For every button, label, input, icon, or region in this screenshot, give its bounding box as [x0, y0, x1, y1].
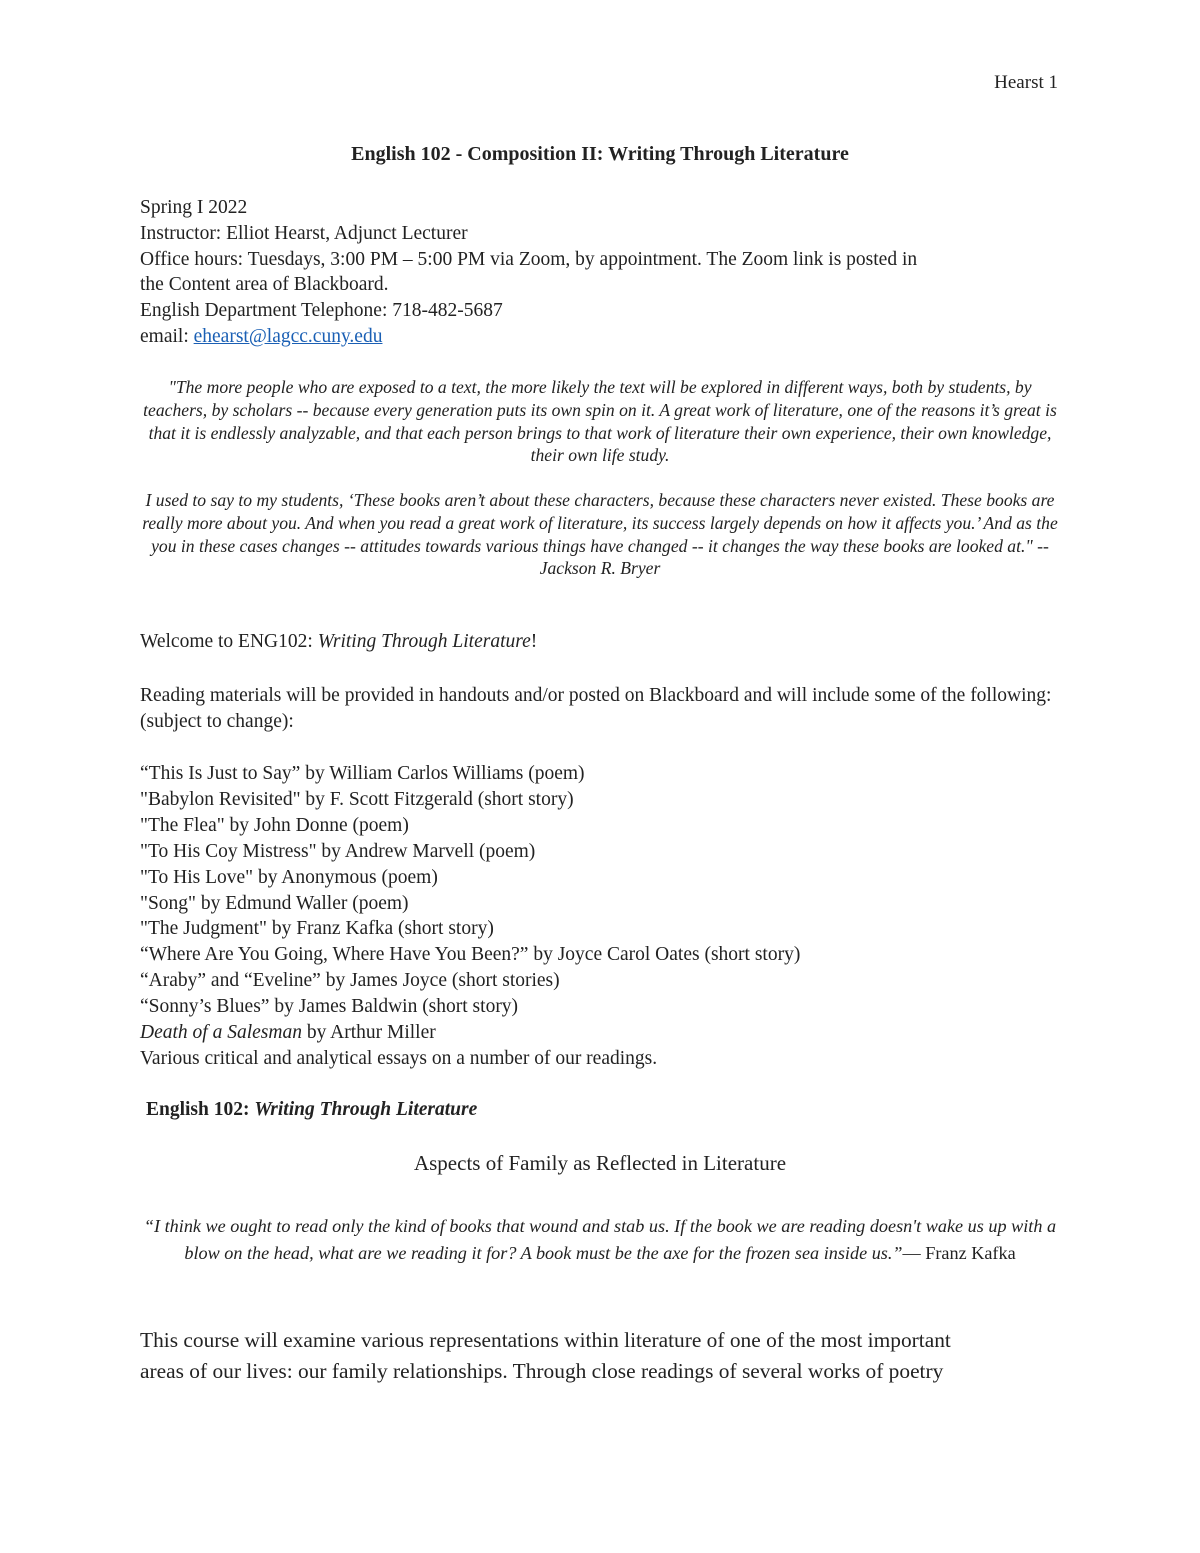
- list-item: "Babylon Revisited" by F. Scott Fitzgerald (short story): [140, 788, 574, 810]
- list-item: "To His Coy Mistress" by Andrew Marvell (poem): [140, 840, 536, 862]
- reading-list: [140, 761, 1070, 1072]
- list-item: "Song" by Edmund Waller (poem): [140, 892, 409, 914]
- office-hours-line-1: Office hours: Tuesdays, 3:00 PM – 5:00 PM via Zoom, by appointment. The Zoom link is posted in: [140, 248, 918, 270]
- email-line: [140, 324, 1070, 350]
- welcome-prefix: Welcome to ENG102:: [140, 631, 318, 652]
- reading-intro: Reading materials will be provided in handouts and/or posted on Blackboard and will include some of the following: (subject to change):: [140, 685, 1052, 732]
- bryer-quote-paragraph-2: I used to say to my students, ‘These books aren’t about these characters, because these characters never existed. These books are really more about you. And when you read a great work of literature, its success largely depends on how it affects you.’ And as the you in these cases changes -- attitudes towards various things have changed -- it changes the way these books are looked at." --Jackson R. Bryer: [142, 490, 1058, 579]
- salesman-author: by Arthur Miller: [301, 1022, 436, 1044]
- list-item-salesman: [140, 1020, 1070, 1046]
- list-item: “Sonny’s Blues” by James Baldwin (short story): [140, 996, 519, 1018]
- list-item: “This Is Just to Say” by William Carlos Williams (poem): [140, 763, 585, 784]
- list-item-essays: Various critical and analytical essays on a number of our readings.: [140, 1047, 658, 1069]
- list-item: “Where Are You Going, Where Have You Been?” by Joyce Carol Oates (short story): [140, 944, 801, 966]
- bryer-quote-paragraph-1: "The more people who are exposed to a text, the more likely the text will be explored in different ways, both by students, by teachers, by scholars -- because every generation puts its own spin on it. A great work of literature, one of the reasons it’s great is that it is endlessly analyzable, and that each person brings to that work of literature their own experience, their own knowledge, their own life study.: [143, 377, 1057, 466]
- page-header: Hearst 1: [994, 72, 1058, 93]
- email-link[interactable]: ehearst@lagcc.cuny.edu: [193, 325, 383, 347]
- course-info: [140, 195, 1070, 350]
- welcome-course: Writing Through Literature: [317, 631, 531, 652]
- kafka-quote-attribution: — Franz Kafka: [902, 1243, 1016, 1263]
- course-description: [140, 1325, 1070, 1387]
- term: Spring I 2022: [140, 197, 248, 218]
- aspects-title: Aspects of Family as Reflected in Literature: [413, 1151, 787, 1175]
- description-line: This course will examine various representations within literature of one of the most important: [140, 1328, 951, 1352]
- instructor: Instructor: Elliot Hearst, Adjunct Lecturer: [140, 222, 468, 244]
- email-label: email:: [140, 325, 194, 347]
- kafka-quote: [140, 1213, 1060, 1267]
- list-item: "The Flea" by John Donne (poem): [140, 814, 409, 836]
- welcome-suffix: !: [530, 631, 538, 652]
- salesman-title: Death of a Salesman: [140, 1022, 302, 1044]
- description-line: areas of our lives: our family relationships. Through close readings of several works of poetry: [140, 1359, 944, 1383]
- section-heading-course: Writing Through Literature: [254, 1099, 478, 1120]
- section-heading-prefix: English 102:: [146, 1099, 255, 1120]
- office-hours-line-2: the Content area of Blackboard.: [140, 274, 389, 296]
- section-heading: [146, 1099, 477, 1121]
- list-item: “Araby” and “Eveline” by James Joyce (short stories): [140, 970, 560, 992]
- telephone: English Department Telephone: 718-482-5687: [140, 300, 503, 322]
- kafka-quote-text: “I think we ought to read only the kind of books that wound and stab us. If the book we are reading doesn't wake us up with a blow on the head, what are we reading it for? A book must be the axe for the frozen sea inside us.”: [143, 1216, 1057, 1263]
- list-item: "The Judgment" by Franz Kafka (short story): [140, 918, 494, 940]
- list-item: "To His Love" by Anonymous (poem): [140, 866, 438, 888]
- welcome-line: [140, 631, 537, 653]
- course-title: English 102 - Composition II: Writing Through Literature: [351, 143, 849, 165]
